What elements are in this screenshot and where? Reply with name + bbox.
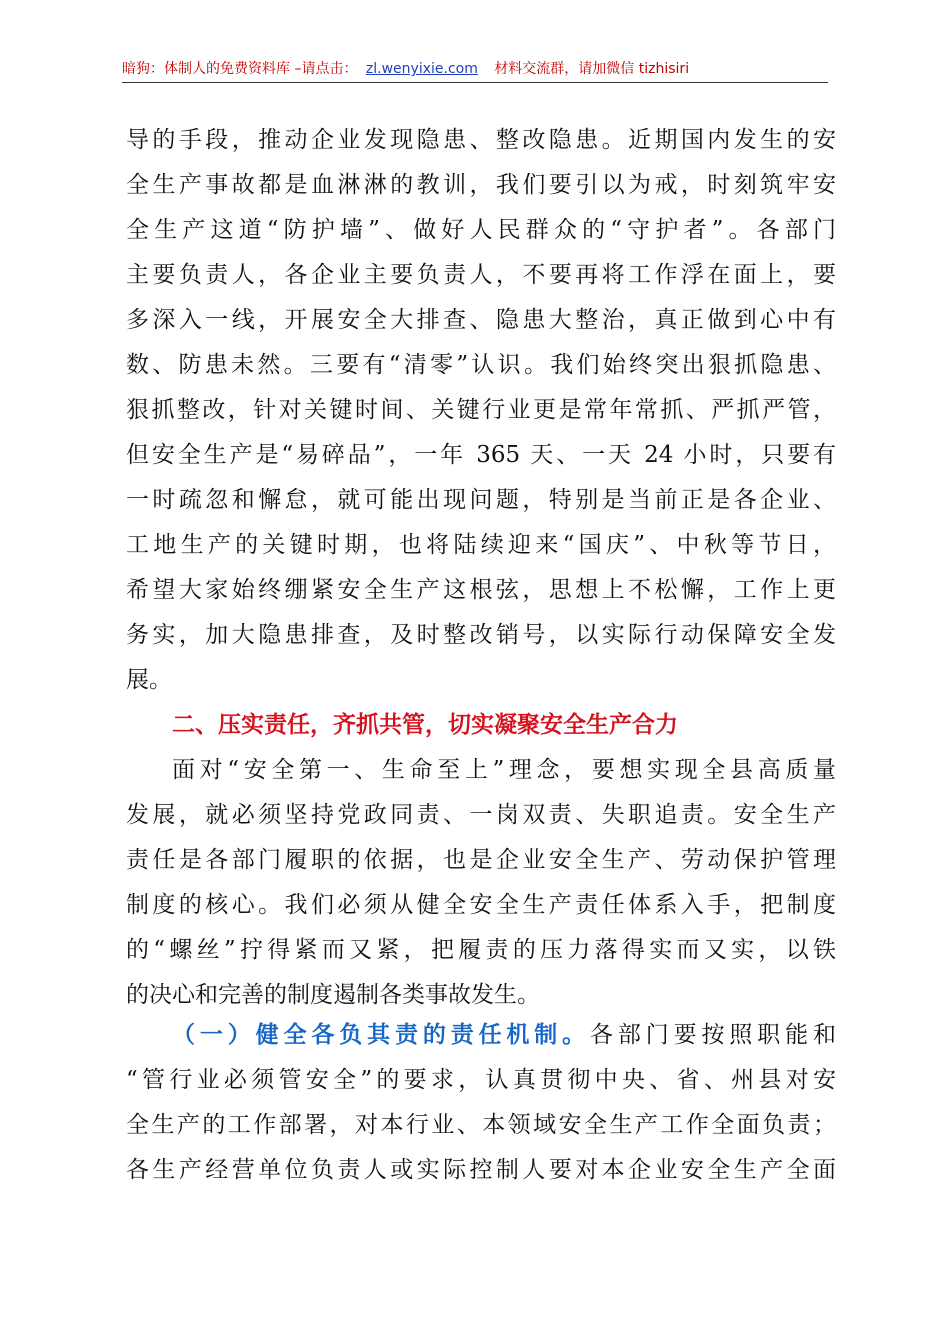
text-line: 的“螺丝”拧得紧而又紧，把履责的压力落得实而又实，以铁 [126, 937, 836, 963]
header-divider [122, 82, 828, 83]
subsection-1 [126, 1013, 836, 1193]
header-brand: 暗狗：体制人的免费资料库 [122, 61, 290, 77]
subsection-title: （一）健全各负其责的责任机制。 [172, 1022, 591, 1048]
text-line: 全生产事故都是血淋淋的教训，我们要引以为戒，时刻筑牢安 [126, 172, 836, 198]
text-line: 各生产经营单位负责人或实际控制人要对本企业安全生产全面 [126, 1157, 836, 1183]
subsection-first-line [126, 1013, 836, 1058]
text-line: 务实，加大隐患排查，及时整改销号，以实际行动保障安全发 [126, 622, 836, 648]
text-line: 展。 [126, 667, 172, 693]
text-line: 工地生产的关键时期，也将陆续迎来“国庆”、中秋等节日， [126, 532, 836, 558]
text-line: 数、防患未然。三要有“清零”认识。我们始终突出狠抓隐患、 [126, 352, 836, 378]
header-click-prompt: –请点击： [294, 61, 358, 77]
text-line: 但安全生产是“易碎品”，一年 365 天、一天 24 小时，只要有 [126, 442, 836, 468]
section-heading: 二、压实责任，齐抓共管，切实凝聚安全生产合力 [172, 712, 678, 738]
text-line: 一时疏忽和懈怠，就可能出现问题，特别是当前正是各企业、 [126, 487, 836, 513]
text-line: 全生产这道“防护墙”、做好人民群众的“守护者”。各部门 [126, 217, 836, 243]
text-line: 发展，就必须坚持党政同责、一岗双责、失职追责。安全生产 [126, 802, 836, 828]
text-line: 希望大家始终绷紧安全生产这根弦，思想上不松懈，工作上更 [126, 577, 836, 603]
text-line: 面对“安全第一、生命至上”理念，要想实现全县高质量 [172, 757, 836, 783]
section-2 [126, 703, 836, 1018]
text-line: 全生产的工作部署，对本行业、本领域安全生产工作全面负责； [126, 1112, 836, 1138]
paragraph-1 [126, 118, 836, 703]
text-line: “管行业必须管安全”的要求，认真贯彻中央、省、州县对安 [126, 1067, 836, 1093]
text-line: 狠抓整改，针对关键时间、关键行业更是常年常抓、严抓严管， [126, 397, 836, 423]
text-line: 的决心和完善的制度遏制各类事故发生。 [126, 982, 540, 1008]
page-header [122, 58, 828, 80]
text-line: 主要负责人，各企业主要负责人，不要再将工作浮在面上，要 [126, 262, 836, 288]
header-link[interactable]: zl.wenyixie.com [365, 61, 478, 77]
subsection-first-line-text: 各部门要按照职能和 [590, 1022, 837, 1048]
text-line: 导的手段，推动企业发现隐患、整改隐患。近期国内发生的安 [126, 127, 836, 153]
text-line: 制度的核心。我们必须从健全安全生产责任体系入手，把制度 [126, 892, 836, 918]
text-line: 多深入一线，开展安全大排查、隐患大整治，真正做到心中有 [126, 307, 836, 333]
header-contact: 材料交流群，请加微信 tizhisiri [494, 61, 690, 77]
text-line: 责任是各部门履职的依据，也是企业安全生产、劳动保护管理 [126, 847, 836, 873]
